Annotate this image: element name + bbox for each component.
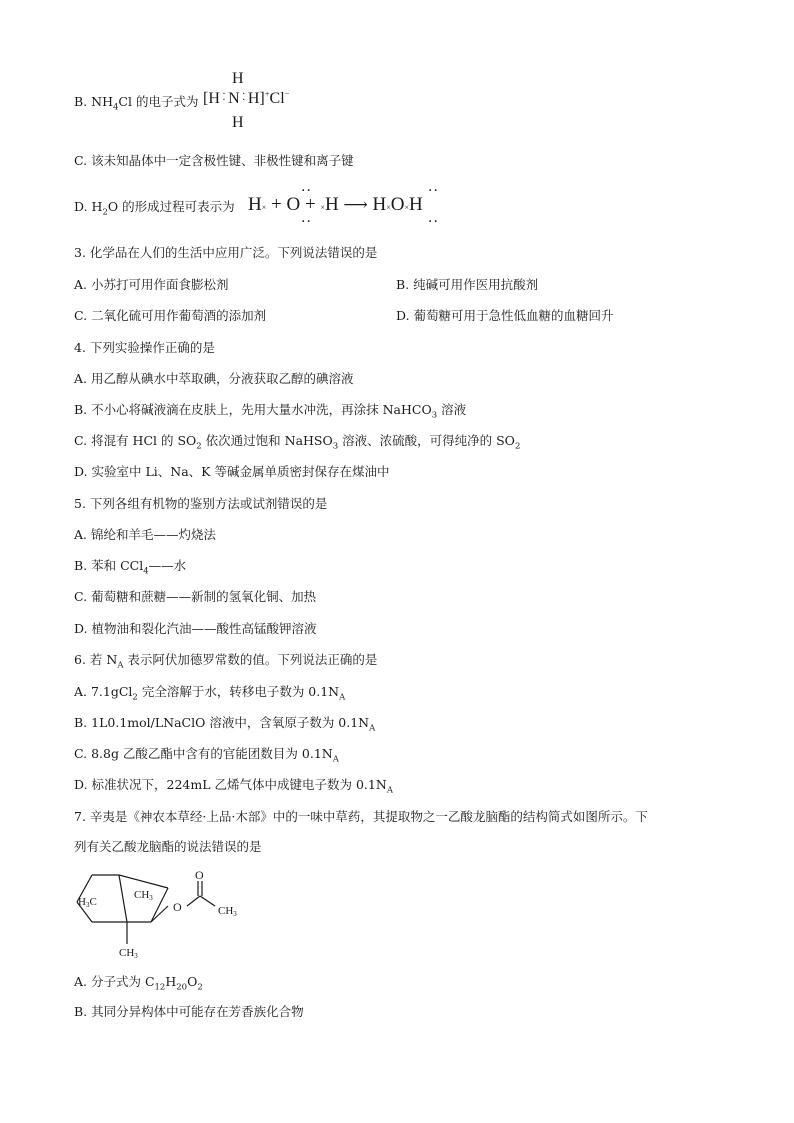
text: O (187, 974, 198, 989)
subscript: A (332, 754, 339, 765)
subscript: 2 (132, 692, 138, 703)
q6-stem (74, 651, 377, 669)
nh4-top-h (232, 70, 244, 88)
atom: H (232, 114, 244, 131)
q4-option-d: D. 实验室中 Li、Na、K 等碱金属单质密封保存在煤油中 (74, 464, 390, 479)
ch3-left-label: H3C (78, 896, 97, 909)
q5-option-c: C. 葡萄糖和蔗糖——新制的氢氧化铜、加热 (74, 589, 317, 604)
option-c-crystal: C. 该未知晶体中一定含极性键、非极性键和离子键 (74, 153, 354, 168)
ester-oxygen-label: O (173, 900, 182, 914)
subscript: 12 (154, 982, 166, 993)
plus: + (271, 194, 282, 215)
text: D. H (74, 199, 103, 214)
ch3-acetyl-label: CH3 (218, 905, 237, 918)
atom: H (409, 194, 423, 215)
nh4-bottom-h (232, 114, 244, 132)
atom: N (228, 90, 240, 107)
q4-option-a: A. 用乙醇从碘水中萃取碘，分液获取乙醇的碘溶液 (74, 371, 354, 386)
bond (187, 896, 200, 906)
text: A. 7.1gCl (74, 684, 133, 699)
electron-dots: ·· (428, 214, 439, 230)
q6-option-b (74, 714, 375, 732)
atom: H] (247, 90, 265, 107)
text: 依次通过饱和 NaHSO (201, 433, 333, 448)
q6-option-a (74, 683, 345, 701)
charge: − (284, 88, 290, 99)
option-b-nh4cl (74, 93, 198, 111)
q5-stem: 5. 下列各组有机物的鉴别方法或试剂错误的是 (74, 496, 328, 511)
subscript: 20 (176, 982, 188, 993)
text: A. 分子式为 C (74, 974, 155, 989)
text: Cl 的电子式为 (118, 94, 199, 109)
h2o-formation-equation: H× + O + ×H ⟶ H×O×H (248, 194, 423, 215)
q5-option-a: A. 锦纶和羊毛——灼烧法 (74, 527, 216, 542)
text: O 的形成过程可表示为 (107, 199, 235, 214)
q3-option-d: D. 葡萄糖可用于急性低血糖的血糖回升 (396, 308, 614, 323)
subscript: 3 (431, 410, 438, 421)
text: 表示阿伏加德罗常数的值。下列说法正确的是 (123, 652, 378, 667)
text: 完全溶解于水，转移电子数为 0.1N (137, 684, 340, 699)
subscript: A (369, 723, 376, 734)
nh4-middle-row: [H ⁚ N ⁚ H]+Cl− (203, 88, 290, 107)
q5-option-b (74, 557, 186, 575)
text: ——水 (148, 558, 187, 573)
subscript: A (117, 660, 124, 671)
q3-option-b: B. 纯碱可用作医用抗酸剂 (396, 277, 539, 292)
electron-dots: ·· (301, 183, 312, 199)
text: 溶液、浓硫酸，可得纯净的 SO (338, 433, 515, 448)
atom: H (248, 194, 262, 215)
q3-option-c: C. 二氧化硫可用作葡萄酒的添加剂 (74, 308, 267, 323)
text: B. 1L0.1mol/LNaClO 溶液中，含氧原子数为 0.1N (74, 715, 370, 730)
atom: Cl (269, 90, 285, 107)
subscript: 4 (112, 102, 119, 113)
bornyl-acetate-structure (72, 868, 252, 960)
text: D. 标准状况下，224mL 乙烯气体中成键电子数为 0.1N (74, 777, 387, 792)
q3-stem: 3. 化学品在人们的生活中应用广泛。下列说法错误的是 (74, 245, 378, 260)
subscript: 2 (102, 207, 108, 218)
bond (151, 906, 168, 922)
text: 溶液 (437, 402, 467, 417)
atom: H (324, 194, 339, 215)
electron-dots: ·· (428, 183, 439, 199)
subscript: 2 (197, 982, 203, 993)
q7-stem-line1: 7. 辛夷是《神农本草经·上品·木部》中的一味中草药，其提取物之一乙酸龙脑酯的结构简式如图所示。下 (74, 809, 648, 824)
option-d-h2o (74, 198, 235, 216)
carbonyl-oxygen-label: O (195, 868, 204, 882)
q5-option-d: D. 植物油和裂化汽油——酸性高锰酸钾溶液 (74, 621, 317, 636)
q4-option-c (74, 432, 520, 450)
ch3-bottom-label: CH3 (119, 947, 138, 960)
q7-option-b: B. 其同分异构体中可能存在芳香族化合物 (74, 1004, 304, 1019)
text: B. 苯和 CCl (74, 558, 144, 573)
atom: [H (203, 90, 220, 107)
subscript: 2 (196, 441, 202, 452)
plus: + (304, 194, 316, 215)
atom: O (286, 194, 301, 215)
q7-option-a (74, 973, 203, 991)
bond (119, 875, 127, 922)
oxygen-with-dots (286, 194, 300, 215)
electron-dots: ·· (301, 214, 312, 230)
q7-stem-line2: 列有关乙酸龙脑酯的说法错误的是 (74, 839, 262, 854)
subscript: A (339, 692, 346, 703)
atom: H (372, 194, 387, 215)
bond (200, 896, 215, 906)
electron: × (261, 203, 267, 212)
atom: O (390, 194, 405, 215)
bond (119, 875, 168, 888)
text: 6. 若 N (74, 652, 118, 667)
subscript: 4 (143, 566, 149, 577)
structure-bonds (77, 875, 215, 944)
q6-option-c (74, 745, 339, 763)
q6-option-d (74, 776, 393, 794)
arrow-icon: ⟶ (343, 195, 368, 214)
text: H (165, 974, 177, 989)
subscript: A (386, 785, 393, 796)
bond (151, 888, 168, 922)
text: B. NH (74, 94, 113, 109)
subscript: 3 (332, 441, 339, 452)
text: B. 不小心将碱液滴在皮肤上，先用大量水冲洗，再涂抹 NaHCO (74, 402, 432, 417)
text: C. 8.8g 乙酸乙酯中含有的官能团数目为 0.1N (74, 746, 333, 761)
q4-stem: 4. 下列实验操作正确的是 (74, 340, 215, 355)
q3-option-a: A. 小苏打可用作面食膨松剂 (74, 277, 229, 292)
charge: + (264, 88, 270, 99)
q4-option-b (74, 401, 466, 419)
subscript: 2 (514, 441, 521, 452)
ch3-right-label: CH3 (134, 889, 153, 902)
text: C. 将混有 HCl 的 SO (74, 433, 197, 448)
atom: H (232, 70, 244, 87)
